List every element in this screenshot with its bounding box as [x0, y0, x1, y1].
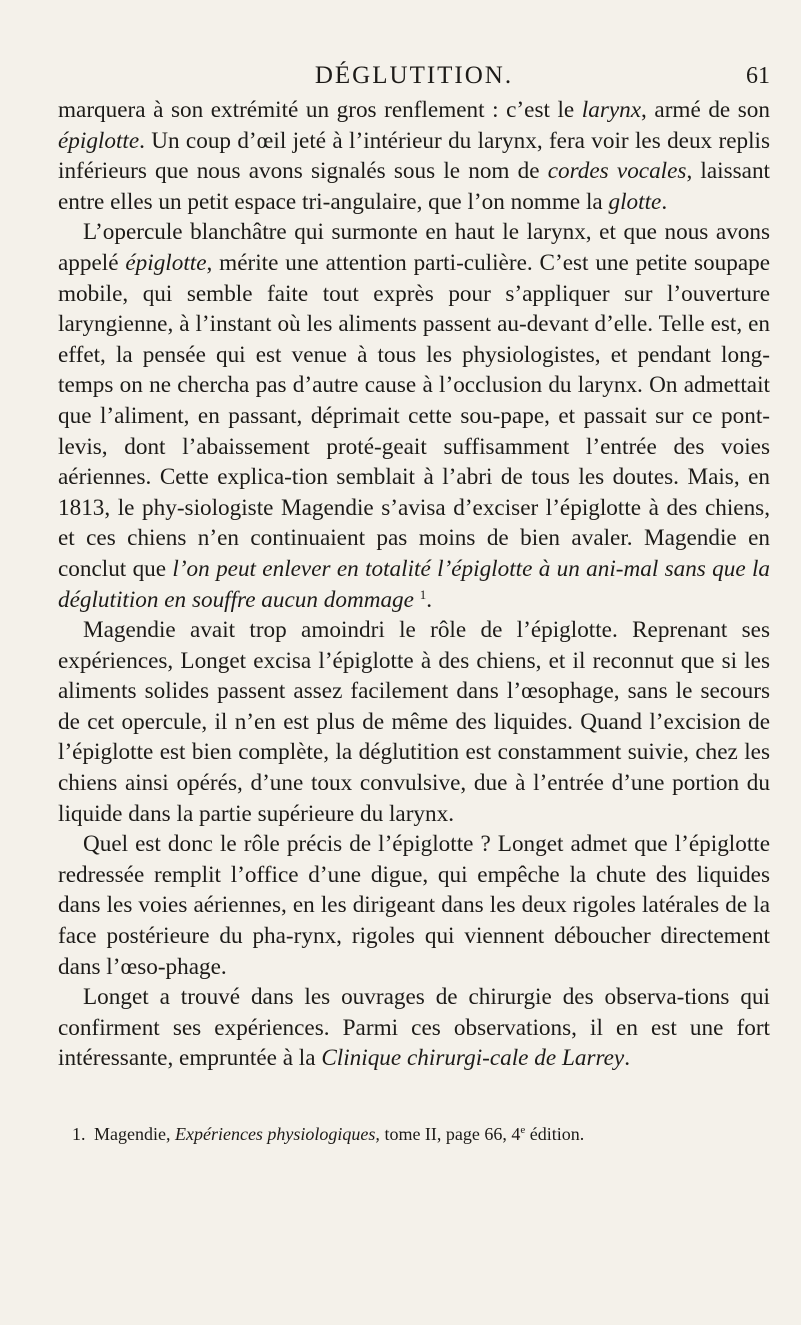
footnote-title: Expériences physiologiques,	[174, 1124, 380, 1144]
italic-term: cordes vocales	[547, 158, 687, 185]
paragraph	[58, 217, 770, 615]
paragraph	[58, 829, 770, 982]
running-title: DÉGLUTITION.	[314, 62, 514, 89]
paragraph	[58, 982, 770, 1074]
italic-term: épiglotte	[125, 249, 207, 276]
text-run: , armé de son	[641, 97, 770, 123]
text-run: L’opercule blanchâtre qui surmonte en haut le larynx, et que nous avons appelé	[58, 219, 770, 276]
text-run: , mérite une attention parti-culière. C’est une petite soupape mobile, qui semble faite tout exprès pour s’appliquer sur l’ouverture laryngienne, à l’instant où les aliments passent au-devant d’elle. Telle est, en effet, la pensée qui est venue à tous les physiologistes, et pendant long-temps on ne chercha pas d’autre cause à l’occlusion du larynx. On admettait que l’aliment, en passant, déprimait cette sou-pape, et passait sur ce pont-levis, dont l’abaissement proté-geait suffisamment l’entrée des voies aériennes. Cette explica-tion semblait à l’abri de tous les doutes. Mais, en 1813, le phy-siologiste Magendie s’avisa d’exciser l’épiglotte à des chiens, et ces chiens n’en continuaient pas moins de bien avaler. Magendie en conclut que	[58, 249, 770, 582]
footnote-edition: édition.	[529, 1124, 585, 1144]
text-run: Magendie avait trop amoindri le rôle de l’épiglotte. Reprenant ses expériences, Longet excisa l’épiglotte à des chiens, et il reconnut que si les aliments solides passent assez facilement dans l’œsophage, sans le secours de cet opercule, il n’en est plus de même des liquides. Quand l’excision de l’épiglotte est bien complète, la déglutition est constamment suivie, chez les chiens ainsi opérés, d’une toux convulsive, due à l’entrée d’une portion du liquide dans la partie supérieure du larynx.	[58, 617, 770, 827]
paragraph	[58, 615, 770, 829]
text-run: .	[661, 188, 668, 215]
footnote-details: tome II, page 66, 4	[384, 1124, 521, 1144]
footnote-mark: 1.	[72, 1124, 86, 1144]
running-head	[58, 62, 770, 96]
text-run: marquera à son extrémité un gros renflement : c’est le	[58, 97, 582, 123]
footnote-author: Magendie,	[94, 1124, 171, 1144]
footnote	[72, 1122, 770, 1146]
italic-term: épiglotte	[58, 127, 140, 154]
text-run: , laissant entre elles un petit espace tri-angulaire, que l’on nomme la	[58, 158, 770, 215]
page-number: 61	[746, 63, 770, 89]
paragraph	[58, 95, 770, 217]
text-run: . Un coup d’œil jeté à l’intérieur du larynx, fera voir les deux replis inférieurs que nous avons signalés sous le nom de	[58, 127, 770, 185]
text-run: Quel est donc le rôle précis de l’épiglotte ? Longet admet que l’épiglotte redressée remplit l’office d’une digue, qui empêche la chute des liquides dans les voies aériennes, en les dirigeant dans les deux rigoles latérales de la face postérieure du pha-rynx, rigoles qui viennent déboucher directement dans l’œso-phage.	[58, 831, 770, 980]
italic-term: Clinique chirurgi-cale de Larrey	[321, 1045, 625, 1072]
text-run: Longet a trouvé dans les ouvrages de chirurgie des observa-tions qui confirment ses expériences. Parmi ces observations, il en est une fort intéressante, empruntée à la	[58, 984, 770, 1072]
body-text	[58, 95, 770, 1074]
footnote-reference: 1	[419, 586, 427, 602]
italic-term: larynx	[581, 97, 642, 123]
italic-term: glotte	[608, 188, 662, 215]
text-run: .	[426, 586, 433, 613]
italic-term: l’on peut enlever en totalité l’épiglotte à un ani-mal sans que la déglutition en souffre aucun dommage	[58, 555, 770, 613]
text-run: .	[624, 1045, 631, 1072]
footnote-edition-superscript: e	[520, 1124, 526, 1136]
